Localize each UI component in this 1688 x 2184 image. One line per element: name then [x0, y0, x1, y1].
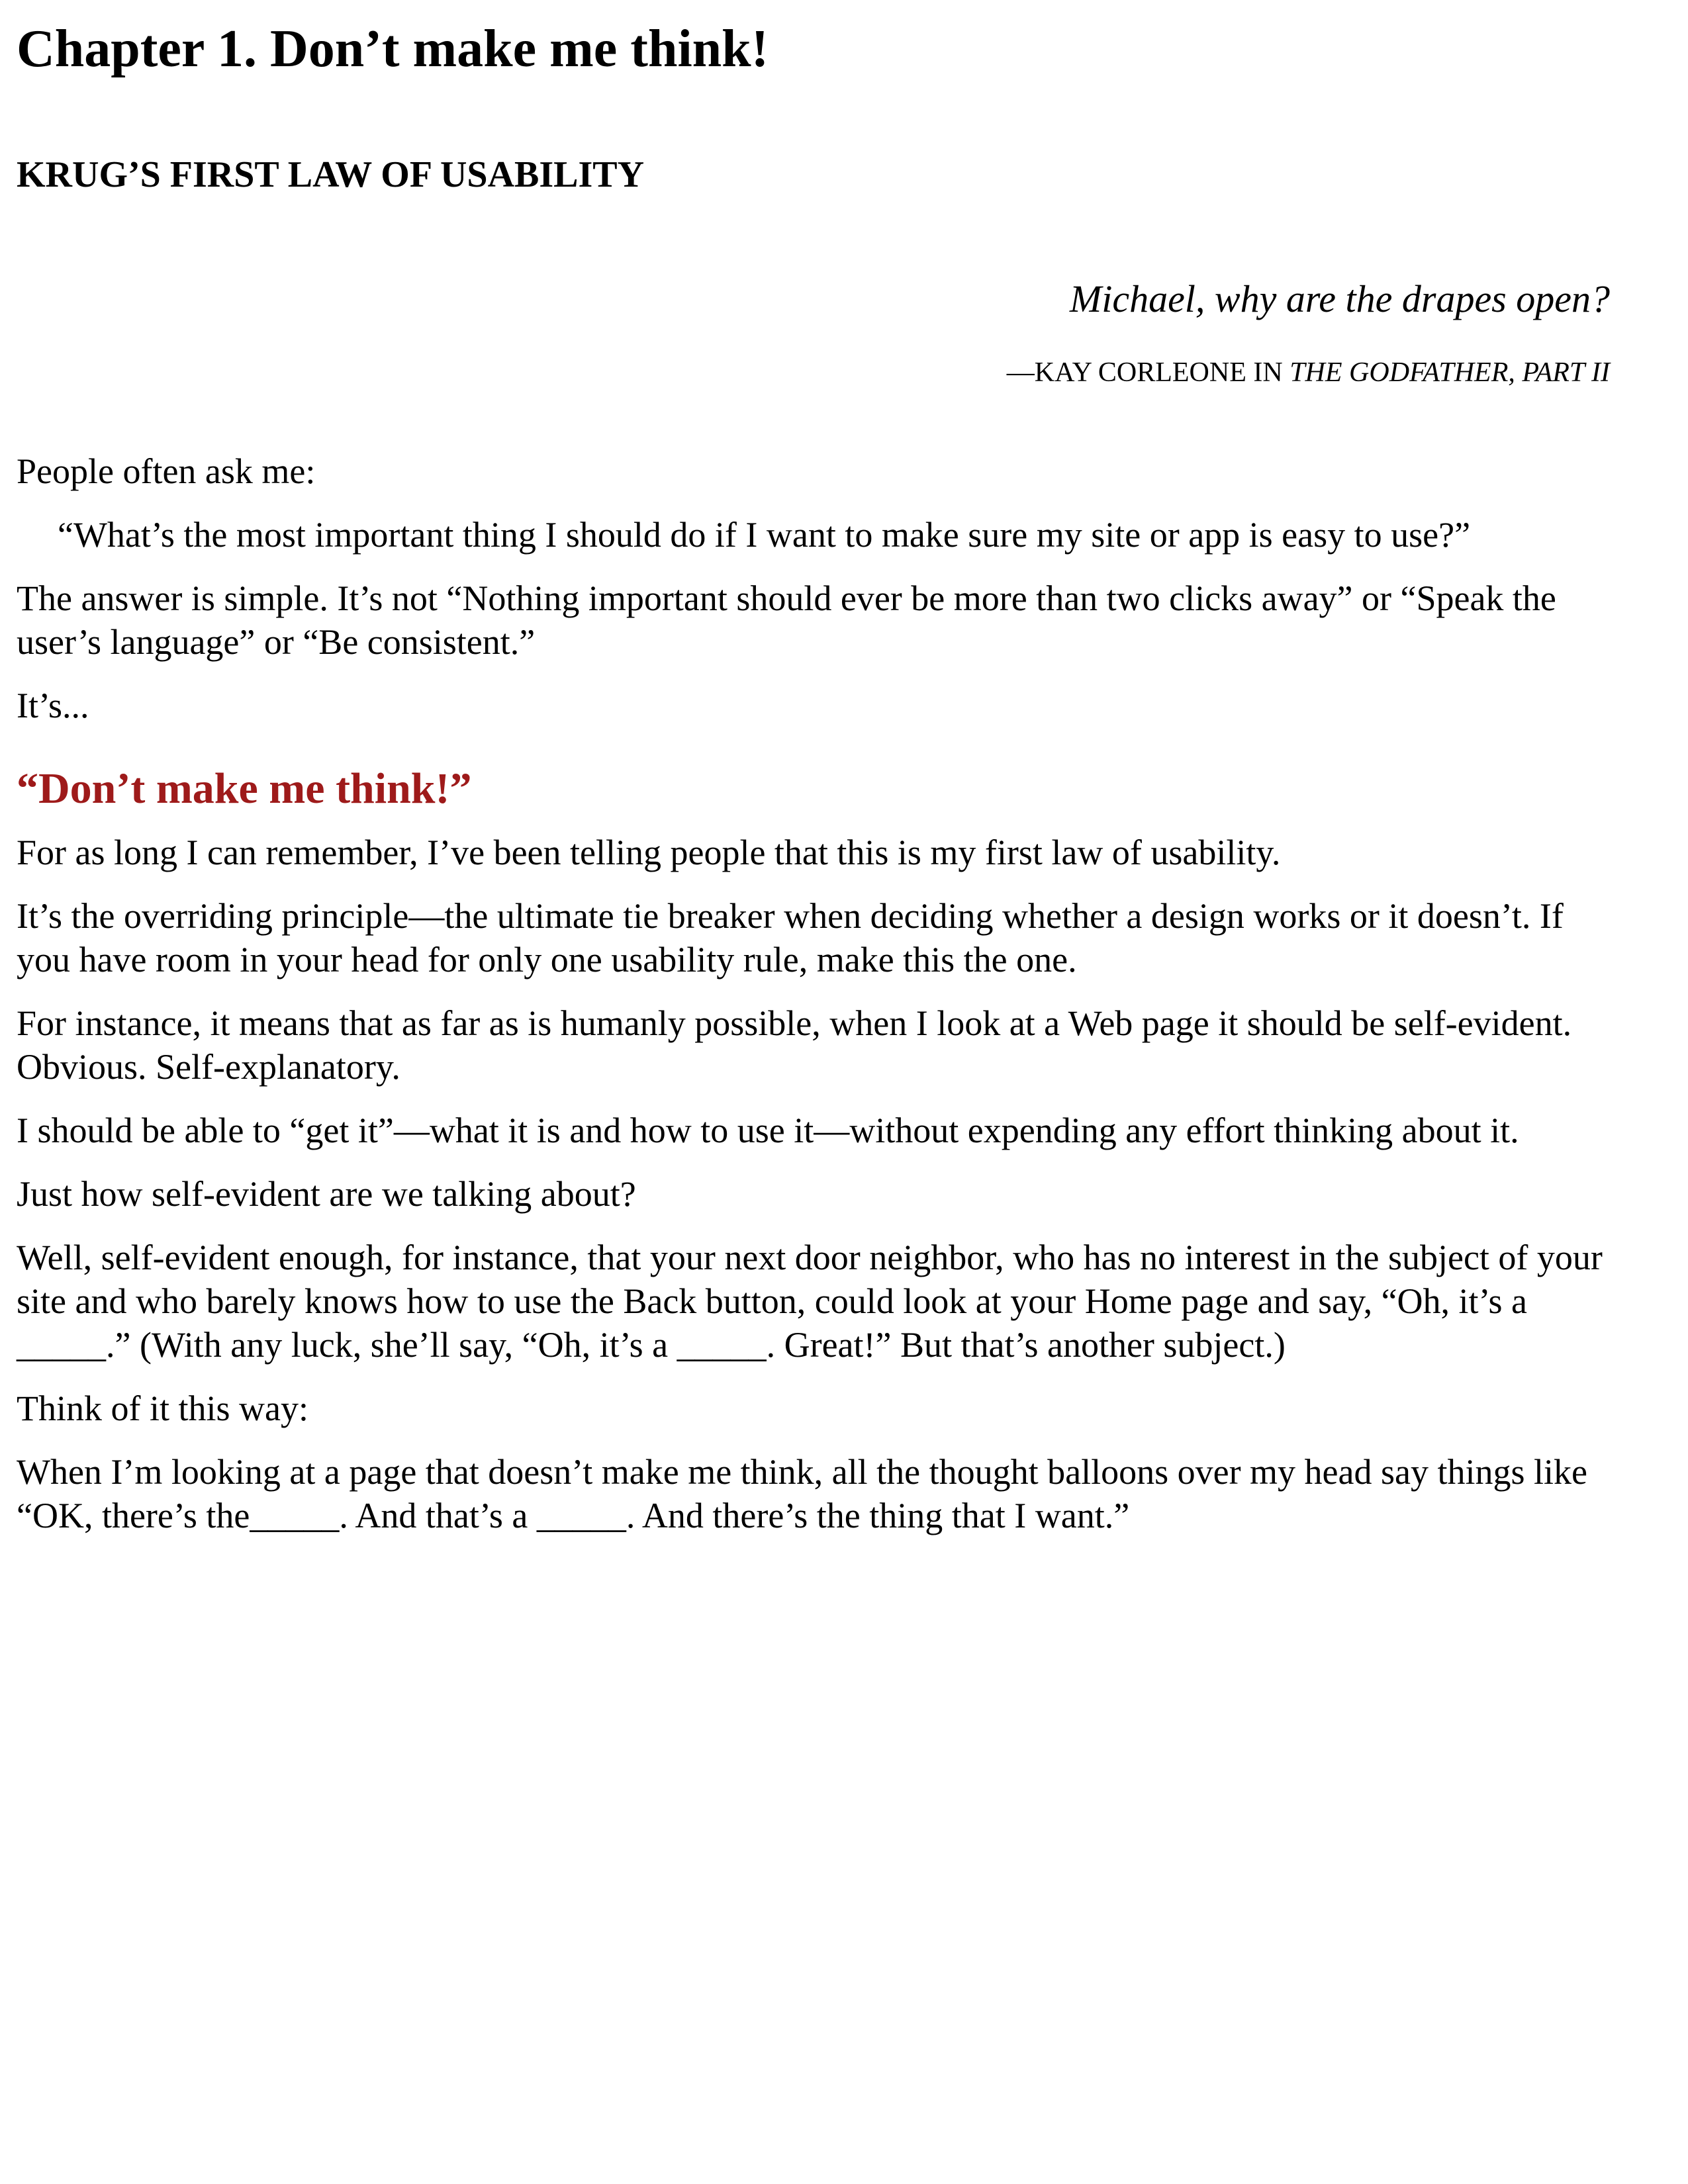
body-paragraph: When I’m looking at a page that doesn’t make me think, all the thought balloons over my head say things like “OK, there’s the_____. And that’s a _____. And there’s the thing that I want.”: [17, 1452, 1587, 1535]
body-paragraph: I should be able to “get it”—what it is and how to use it—without expending any effort thinking about it.: [17, 1111, 1519, 1150]
epigraph-attribution-prefix: —KAY CORLEONE IN: [1006, 357, 1290, 388]
chapter-title: Chapter 1. Don’t make me think!: [17, 20, 769, 78]
body-paragraph: Well, self-evident enough, for instance, that your next door neighbor, who has no interest in the subject of your site and who barely knows how to use the Back button, could look at your Home page and say, “Oh, it’s a _____.” (With any luck, she’ll say, “Oh, it’s a _____. Great!” But that’s another subject.): [17, 1238, 1603, 1365]
epigraph-attribution: [17, 357, 1610, 388]
answer-paragraph: The answer is simple. It’s not “Nothing important should ever be more than two clicks away” or “Speak the user’s language” or “Be consistent.”: [17, 578, 1556, 662]
section-heading: KRUG’S FIRST LAW OF USABILITY: [17, 154, 645, 195]
law-heading: “Don’t make me think!”: [17, 764, 472, 813]
epigraph-attribution-work: THE GODFATHER, PART II: [1289, 357, 1610, 388]
epigraph-quote: Michael, why are the drapes open?: [1069, 277, 1610, 320]
body-paragraph: Just how self-evident are we talking about?: [17, 1174, 636, 1214]
body-paragraph: For as long I can remember, I’ve been telling people that this is my first law of usability.: [17, 833, 1281, 872]
body-paragraph: Think of it this way:: [17, 1388, 308, 1428]
intro-paragraph: People often ask me:: [17, 451, 316, 491]
body-paragraph: It’s the overriding principle—the ultimate tie breaker when deciding whether a design works or it doesn’t. If you have room in your head for only one usability rule, make this the one.: [17, 896, 1564, 979]
question-blockquote: “What’s the most important thing I should do if I want to make sure my site or app is easy to use?”: [58, 515, 1471, 555]
body-paragraph: For instance, it means that as far as is humanly possible, when I look at a Web page it should be self-evident. Obvious. Self-explanatory.: [17, 1003, 1572, 1087]
its-paragraph: It’s...: [17, 686, 89, 725]
